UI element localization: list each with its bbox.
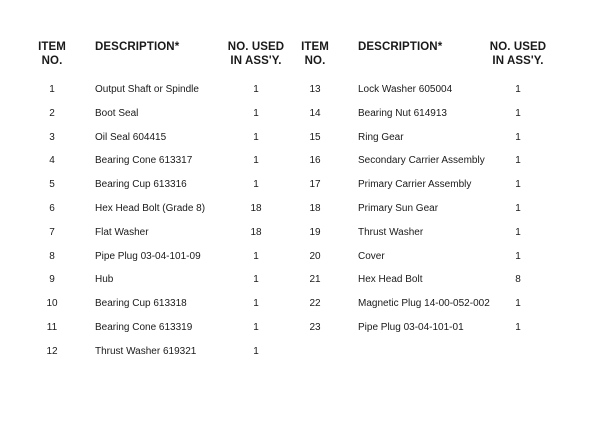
header-no-used-right: NO. USED IN ASS'Y.: [489, 41, 547, 67]
item-quantity: 1: [253, 322, 259, 333]
header-no-used-left: NO. USED IN ASS'Y.: [227, 41, 285, 67]
item-number: 8: [49, 250, 55, 262]
item-description: Boot Seal: [95, 107, 139, 119]
item-description: Bearing Cone 613319: [95, 322, 193, 333]
item-description: Primary Sun Gear: [358, 203, 439, 214]
table-row: [0, 250, 600, 274]
table-row: [0, 83, 600, 107]
item-description: Thrust Washer 619321: [95, 345, 197, 357]
item-quantity: 1: [515, 298, 521, 310]
item-quantity: 8: [515, 274, 521, 286]
header-item-no-right: ITEM NO.: [301, 41, 329, 67]
item-quantity: 1: [515, 322, 521, 333]
item-description: Magnetic Plug 14-00-052-002: [358, 298, 490, 310]
header-description-right: DESCRIPTION*: [358, 41, 443, 53]
item-quantity: 1: [253, 345, 259, 357]
item-description: Bearing Cup 613316: [95, 179, 187, 191]
item-description: Lock Washer 605004: [358, 84, 453, 95]
item-description: Bearing Cup 613318: [95, 298, 187, 310]
item-number: 14: [309, 107, 321, 119]
item-quantity: 1: [515, 155, 521, 167]
item-description: Pipe Plug 03-04-101-09: [95, 250, 201, 262]
item-quantity: 1: [253, 179, 259, 191]
item-number: 4: [49, 155, 55, 167]
item-description: Bearing Cone 613317: [95, 155, 193, 167]
item-number: 2: [49, 107, 55, 119]
table-row: [0, 202, 600, 226]
table-row: [0, 226, 600, 250]
item-quantity: 1: [515, 250, 521, 262]
item-quantity: 1: [515, 203, 521, 214]
table-row: [0, 297, 600, 321]
item-quantity: 1: [253, 107, 259, 119]
item-quantity: 1: [253, 298, 259, 310]
table-row: [0, 321, 600, 345]
item-description: Ring Gear: [358, 131, 404, 143]
table-row: [0, 178, 600, 202]
table-row: [0, 273, 600, 297]
item-description: Primary Carrier Assembly: [358, 179, 472, 191]
item-number: 13: [309, 84, 321, 95]
item-description: Oil Seal 604415: [95, 131, 167, 143]
item-number: 15: [309, 131, 321, 143]
item-number: 19: [309, 226, 321, 238]
item-number: 22: [309, 298, 321, 310]
item-quantity: 1: [253, 250, 259, 262]
table-row: [0, 154, 600, 178]
table-row: [0, 131, 600, 155]
item-description: Output Shaft or Spindle: [95, 84, 199, 95]
item-number: 20: [309, 250, 321, 262]
item-quantity: 18: [250, 226, 262, 238]
item-quantity: 1: [515, 131, 521, 143]
item-number: 11: [46, 322, 58, 333]
item-quantity: 1: [515, 226, 521, 238]
item-number: 3: [49, 131, 55, 143]
item-number: 9: [49, 274, 55, 286]
item-number: 7: [49, 226, 55, 238]
item-quantity: 1: [515, 107, 521, 119]
item-number: 18: [309, 203, 321, 214]
header-item-no-left: ITEM NO.: [38, 41, 66, 67]
item-description: Secondary Carrier Assembly: [358, 155, 485, 167]
item-number: 23: [309, 322, 321, 333]
item-description: Bearing Nut 614913: [358, 107, 447, 119]
item-description: Thrust Washer: [358, 226, 424, 238]
item-number: 5: [49, 179, 55, 191]
item-quantity: 1: [253, 155, 259, 167]
item-number: 1: [49, 84, 55, 95]
item-description: Hex Head Bolt: [358, 274, 423, 286]
table-row: [0, 345, 600, 369]
item-description: Flat Washer: [95, 226, 149, 238]
item-description: Hex Head Bolt (Grade 8): [95, 203, 206, 214]
item-quantity: 1: [253, 131, 259, 143]
item-number: 16: [309, 155, 321, 167]
item-description: Cover: [358, 250, 385, 262]
item-quantity: 18: [250, 203, 262, 214]
item-quantity: 1: [253, 84, 259, 95]
item-number: 6: [49, 203, 55, 214]
item-quantity: 1: [253, 274, 259, 286]
item-quantity: 1: [515, 84, 521, 95]
item-description: Hub: [95, 274, 114, 286]
item-description: Pipe Plug 03-04-101-01: [358, 322, 464, 333]
header-description-left: DESCRIPTION*: [95, 41, 180, 53]
item-number: 10: [46, 298, 58, 310]
item-number: 17: [309, 179, 321, 191]
item-number: 21: [309, 274, 321, 286]
item-number: 12: [46, 345, 58, 357]
item-quantity: 1: [515, 179, 521, 191]
table-row: [0, 107, 600, 131]
